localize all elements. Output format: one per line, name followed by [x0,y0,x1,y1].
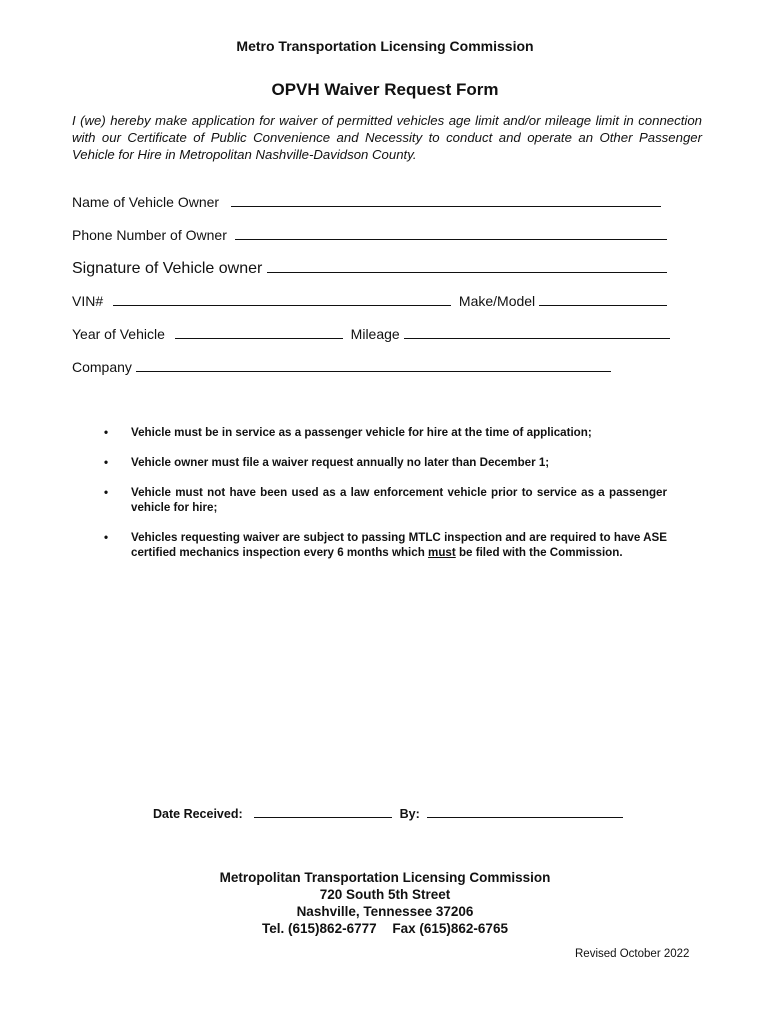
requirement-text-start: Vehicles requesting waiver are subject to passing MTLC inspection and are required to have ASE certified mechanics inspection every 6 months which [131,531,667,559]
requirement-emphasis: must [428,546,456,559]
received-by-field[interactable] [427,806,623,818]
list-item [104,425,667,440]
make-model-field[interactable] [539,294,667,306]
owner-name-label: Name of Vehicle Owner [72,194,220,210]
footer-fax: Fax (615)862-6765 [392,921,508,936]
header-organization: Metro Transportation Licensing Commission [236,38,534,54]
footer-contact [0,920,770,937]
requirement-text-end: be filed with the Commission. [455,546,623,559]
list-item [104,530,667,560]
intro-paragraph: I (we) hereby make application for waiver of permitted vehicles age limit and/or mileage limit in connection with our Certificate of Public Convenience and Necessity to conduct and operate an Other Passenger Vehicle for Hire in Metropolitan Nashville-Davidson County. [72,113,702,162]
owner-name-row [72,194,661,210]
footer-tel: Tel. (615)862-6777 [262,921,377,936]
footer-address [0,869,770,937]
make-model-label: Make/Model [458,293,536,309]
bullet-icon: • [104,426,109,439]
footer-city: Nashville, Tennessee 37206 [296,904,474,919]
vin-row [72,293,667,309]
footer-organization: Metropolitan Transportation Licensing Commission [219,870,551,885]
company-field[interactable] [136,360,611,372]
requirement-text: Vehicle must not have been used as a law enforcement vehicle prior to service as a passenger vehicle for hire; [131,486,667,514]
revision-date: Revised October 2022 [575,948,690,960]
vin-field[interactable] [113,294,451,306]
owner-name-field[interactable] [231,195,661,207]
list-item [104,455,667,470]
owner-phone-row [72,227,667,243]
company-label: Company [72,359,132,375]
list-item [104,485,667,515]
owner-phone-label: Phone Number of Owner [72,227,227,243]
bullet-icon: • [104,456,109,469]
year-field[interactable] [175,327,343,339]
requirement-text [131,531,667,559]
bullet-icon: • [104,486,109,499]
requirement-text: Vehicle owner must file a waiver request annually no later than December 1; [131,456,550,469]
owner-phone-field[interactable] [235,228,667,240]
requirement-text: Vehicle must be in service as a passenger vehicle for hire at the time of application; [131,426,592,439]
date-received-field[interactable] [254,806,392,818]
date-received-label: Date Received: [153,807,243,821]
vin-label: VIN# [72,293,104,309]
mileage-label: Mileage [350,326,400,342]
form-title: OPVH Waiver Request Form [271,80,499,99]
owner-signature-field[interactable] [267,261,667,273]
requirements-list [104,425,667,575]
received-by-label: By: [399,807,420,821]
owner-signature-row [72,260,667,278]
owner-signature-label: Signature of Vehicle owner [72,260,263,277]
year-label: Year of Vehicle [72,326,165,342]
year-mileage-row [72,326,670,342]
mileage-field[interactable] [404,327,670,339]
company-row [72,359,611,375]
footer-street: 720 South 5th Street [319,887,451,902]
office-use-row [153,806,623,821]
bullet-icon: • [104,531,109,544]
